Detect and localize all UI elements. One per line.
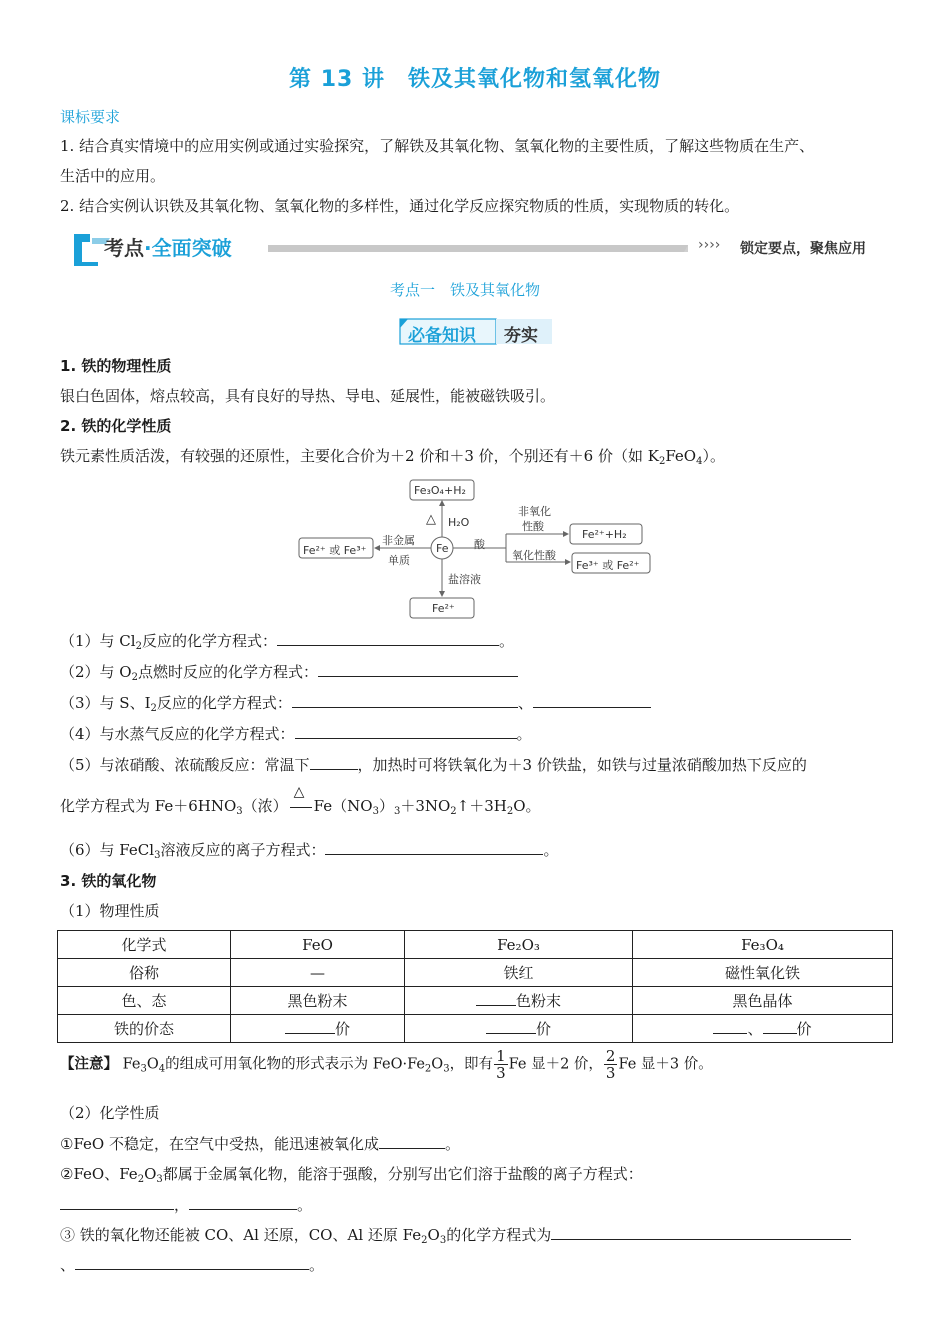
non-oxidizing-label-1: 非氧化 <box>518 505 551 518</box>
heading-iron-oxides: 3. 铁的氧化物 <box>60 872 157 890</box>
fraction-one-third: $\frac{1}{3}$ <box>496 1047 506 1082</box>
question-1: （1）与 $Cl_2$反应的化学方程式： 。 <box>60 632 514 652</box>
answer-blank-c3b[interactable] <box>75 1255 309 1270</box>
answer-blank-1[interactable] <box>277 631 499 646</box>
banner-arrows: ›››› <box>698 237 721 253</box>
chem-item-3-answers: 、 。 <box>60 1256 325 1274</box>
knowledge-badge <box>398 316 554 348</box>
table-cell: — <box>231 959 405 987</box>
salt-solution-label: 盐溶液 <box>448 573 481 586</box>
question-6: （6）与 FeCl$_3$溶液反应的离子方程式： 。 <box>60 841 559 861</box>
answer-blank-3b[interactable] <box>533 693 651 708</box>
answer-blank-fe3o4-valence-b[interactable] <box>763 1019 797 1034</box>
chem-item-2: ②FeO、$Fe_2O_3$都属于金属氧化物，能溶于强酸，分别写出它们溶于盐酸的离子方程式： <box>60 1165 643 1185</box>
table-cell: 铁红 <box>405 959 633 987</box>
acid-label: 酸 <box>474 538 485 551</box>
answer-blank-5[interactable] <box>310 755 358 770</box>
question-4: （4）与水蒸气反应的化学方程式： 。 <box>60 725 532 743</box>
table-row <box>58 987 893 1015</box>
answer-blank-fe3o4-valence-a[interactable] <box>713 1019 747 1034</box>
table-cell: 黑色晶体 <box>633 987 893 1015</box>
table-row <box>58 931 893 959</box>
answer-blank-fe2o3-color[interactable] <box>476 991 516 1006</box>
table-row <box>58 1015 893 1043</box>
table-cell: 铁的价态 <box>58 1015 231 1043</box>
answer-blank-3a[interactable] <box>292 693 518 708</box>
fraction-two-thirds: $\frac{2}{3}$ <box>605 1047 616 1082</box>
page-title: 第 13 讲 铁及其氧化物和氢氧化物 <box>289 67 661 92</box>
answer-blank-c1[interactable] <box>379 1134 445 1149</box>
triangle-heat-icon: △ <box>426 512 436 527</box>
answer-blank-2[interactable] <box>318 662 518 677</box>
table-header-cell: Fe₃O₄ <box>633 931 893 959</box>
answer-blank-6[interactable] <box>325 840 543 855</box>
badge-right-text: 夯实 <box>504 326 538 346</box>
physical-properties-text: 银白色固体，熔点较高，具有良好的导热、导电、延展性，能被磁铁吸引。 <box>60 387 556 405</box>
question-5: （5）与浓硝酸、浓硫酸反应：常温下 ，加热时可将铁氧化为＋3 价铁盐，如铁与过量浓硝酸加热下反应的 <box>60 756 807 774</box>
center-fe-text: Fe <box>436 542 449 555</box>
table-row <box>58 959 893 987</box>
heading-chemical-properties: 2. 铁的化学性质 <box>60 417 172 435</box>
answer-blank-c3a[interactable] <box>551 1225 851 1240</box>
requirement-2: 2. 结合实例认识铁及其氧化物、氢氧化物的多样性，通过化学反应探究物质的性质，实现物质的转化。 <box>60 197 740 215</box>
chem-item-3: ③ 铁的氧化物还能被 CO、Al 还原，CO、Al 还原 $Fe_2O_3$的化学方程式为 <box>60 1225 851 1245</box>
question-3: （3）与 S、$I_2$反应的化学方程式： 、 <box>60 693 651 713</box>
answer-blank-fe2o3-valence[interactable] <box>486 1019 536 1034</box>
oxidizing-acid-label: 氧化性酸 <box>512 549 556 562</box>
requirements-heading: 课标要求 <box>60 108 121 126</box>
answer-blank-c2a[interactable] <box>60 1195 174 1210</box>
chemical-properties-text: 铁元素性质活泼，有较强的还原性，主要化合价为＋2 价和＋3 价，个别还有＋6 价（如 $K_2FeO_4$）。 <box>60 447 725 467</box>
table-header-cell: 化学式 <box>58 931 231 959</box>
right-bottom-box-text: Fe³⁺ 或 Fe²⁺ <box>576 559 640 572</box>
non-oxidizing-label-2: 性酸 <box>522 520 544 533</box>
section-title: 考点一 铁及其氧化物 <box>390 281 541 299</box>
iron-reaction-diagram <box>296 476 656 622</box>
table-cell: 色粉末 <box>405 987 633 1015</box>
top-box-text: Fe₃O₄+H₂ <box>414 484 466 497</box>
heat-triangle-icon: △ <box>293 784 305 800</box>
question-5-equation: 化学方程式为 $Fe+6HNO_3$（浓） △ $Fe(NO_3)_3+3NO_2↑+3H_2O$。 <box>60 784 541 817</box>
left-label-bottom: 单质 <box>388 554 410 567</box>
table-cell: 磁性氧化铁 <box>633 959 893 987</box>
answer-blank-c2b[interactable] <box>189 1195 297 1210</box>
oxide-properties-table <box>57 930 893 1043</box>
banner-title: 考点·全面突破 <box>104 236 232 260</box>
table-cell: 色、态 <box>58 987 231 1015</box>
table-header-cell: FeO <box>231 931 405 959</box>
requirement-1-line-1: 1. 结合真实情境中的应用实例或通过实验探究，了解铁及其氧化物、氢氧化物的主要性质，了解这些物质在生产、 <box>60 137 815 155</box>
banner-right-text: 锁定要点，聚焦应用 <box>740 241 866 257</box>
table-cell: 黑色粉末 <box>231 987 405 1015</box>
subheading-physical: （1）物理性质 <box>60 902 160 920</box>
table-header-cell: Fe₂O₃ <box>405 931 633 959</box>
top-arrow-label: H₂O <box>448 516 470 529</box>
badge-left-text: 必备知识 <box>408 326 476 346</box>
answer-blank-4[interactable] <box>295 724 517 739</box>
requirement-1-line-2: 生活中的应用。 <box>60 167 166 185</box>
left-label-top: 非金属 <box>382 534 415 547</box>
chem-item-2-answers: ， 。 <box>60 1195 312 1215</box>
chem-item-1: ①FeO 不稳定，在空气中受热，能迅速被氧化成 。 <box>60 1135 460 1153</box>
answer-blank-feo-valence[interactable] <box>285 1019 335 1034</box>
table-cell: 、 价 <box>633 1015 893 1043</box>
heading-physical-properties: 1. 铁的物理性质 <box>60 357 172 375</box>
subheading-chemical: （2）化学性质 <box>60 1104 160 1122</box>
section-banner <box>72 228 882 268</box>
right-top-box-text: Fe²⁺+H₂ <box>582 528 627 541</box>
left-box-text: Fe²⁺ 或 Fe³⁺ <box>303 544 367 557</box>
table-cell: 价 <box>405 1015 633 1043</box>
table-cell: 价 <box>231 1015 405 1043</box>
question-2: （2）与 $O_2$点燃时反应的化学方程式： <box>60 662 518 682</box>
note: 【注意】 $Fe_3O_4$的组成可用氧化物的形式表示为 $FeO\cdot Fe_2O_3$，即有 $\frac{1}{3}$ Fe 显＋2 价， $\frac{2}{3}$ Fe 显＋3 价。 <box>60 1047 713 1082</box>
bottom-box-text: Fe²⁺ <box>432 602 455 615</box>
table-cell: 俗称 <box>58 959 231 987</box>
